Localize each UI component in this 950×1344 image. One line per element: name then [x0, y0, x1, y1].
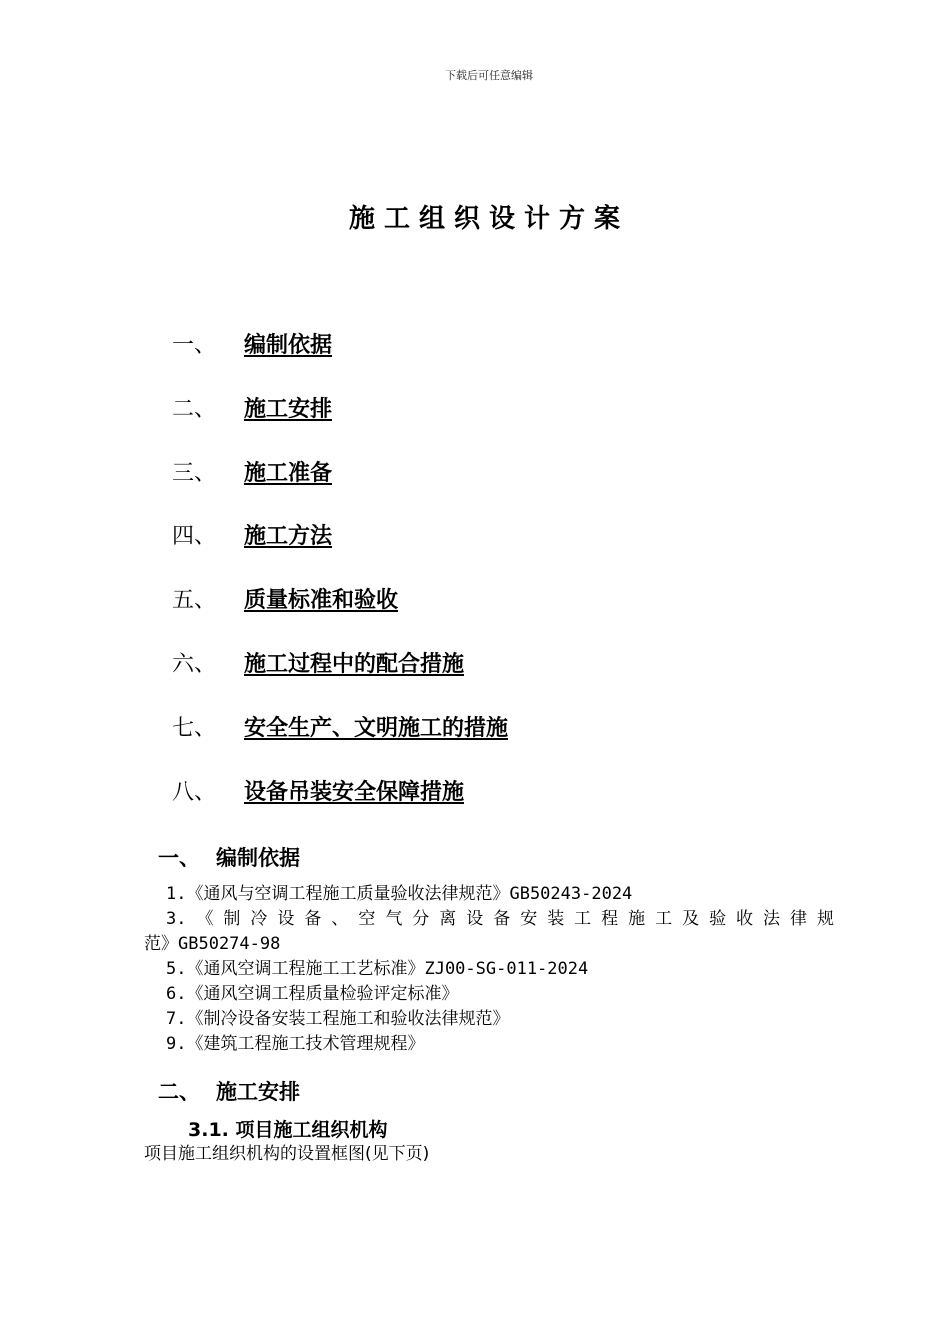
toc-item — [172, 584, 508, 648]
reference-item: 9.《建筑工程施工技术管理规程》 — [166, 1034, 425, 1054]
section-heading-1 — [158, 843, 300, 873]
reference-item-continuation: 范》GB50274-98 — [144, 934, 281, 954]
toc-item-number: 七、 — [172, 715, 217, 741]
toc-item-number: 三、 — [172, 460, 217, 486]
section-title: 施工安排 — [216, 1080, 300, 1104]
document-title: 施工组织设计方案 — [348, 204, 629, 234]
section-title: 编制依据 — [216, 846, 300, 870]
toc-link-coordination-measures[interactable]: 施工过程中的配合措施 — [244, 651, 465, 677]
toc-item-number: 五、 — [172, 588, 217, 614]
toc-item — [172, 648, 508, 712]
toc-item — [172, 776, 508, 840]
reference-list — [144, 882, 834, 1057]
toc-link-quality-standards[interactable]: 质量标准和验收 — [244, 588, 399, 614]
reference-item: 7.《制冷设备安装工程施工和验收法律规范》 — [166, 1009, 510, 1029]
subsection-heading: 3.1. 项目施工组织机构 — [188, 1119, 388, 1141]
section-number: 一、 — [158, 846, 200, 870]
toc-link-construction-preparation[interactable]: 施工准备 — [244, 460, 333, 486]
toc-item — [172, 520, 508, 584]
toc-item — [172, 393, 508, 457]
toc-item — [172, 457, 508, 521]
toc-link-construction-arrangement[interactable]: 施工安排 — [244, 396, 333, 422]
toc-link-compilation-basis[interactable]: 编制依据 — [244, 333, 333, 358]
reference-item: 1.《通风与空调工程施工质量验收法律规范》GB50243-2024 — [166, 884, 633, 904]
body-paragraph: 项目施工组织机构的设置框图(见下页) — [144, 1144, 430, 1164]
toc-item-number: 六、 — [172, 651, 217, 677]
toc-link-safety-measures[interactable]: 安全生产、文明施工的措施 — [244, 715, 509, 741]
table-of-contents — [172, 329, 508, 839]
toc-item-number: 四、 — [172, 524, 217, 550]
reference-item: 3.《制冷设备、空气分离设备安装工程施工及验收法律规 — [166, 909, 834, 929]
reference-item: 6.《通风空调工程质量检验评定标准》 — [166, 984, 459, 1004]
toc-item-number: 二、 — [172, 396, 217, 422]
toc-item — [172, 329, 508, 393]
toc-item-number: 一、 — [172, 333, 217, 358]
section-number: 二、 — [158, 1080, 200, 1104]
toc-item-number: 八、 — [172, 779, 217, 805]
header-note: 下载后可任意编辑 — [445, 69, 533, 82]
toc-link-hoisting-safety[interactable]: 设备吊装安全保障措施 — [244, 779, 465, 805]
section-heading-2 — [158, 1077, 300, 1107]
toc-item — [172, 712, 508, 776]
toc-link-construction-method[interactable]: 施工方法 — [244, 524, 333, 550]
reference-item: 5.《通风空调工程施工工艺标准》ZJ00-SG-011-2024 — [166, 959, 589, 979]
